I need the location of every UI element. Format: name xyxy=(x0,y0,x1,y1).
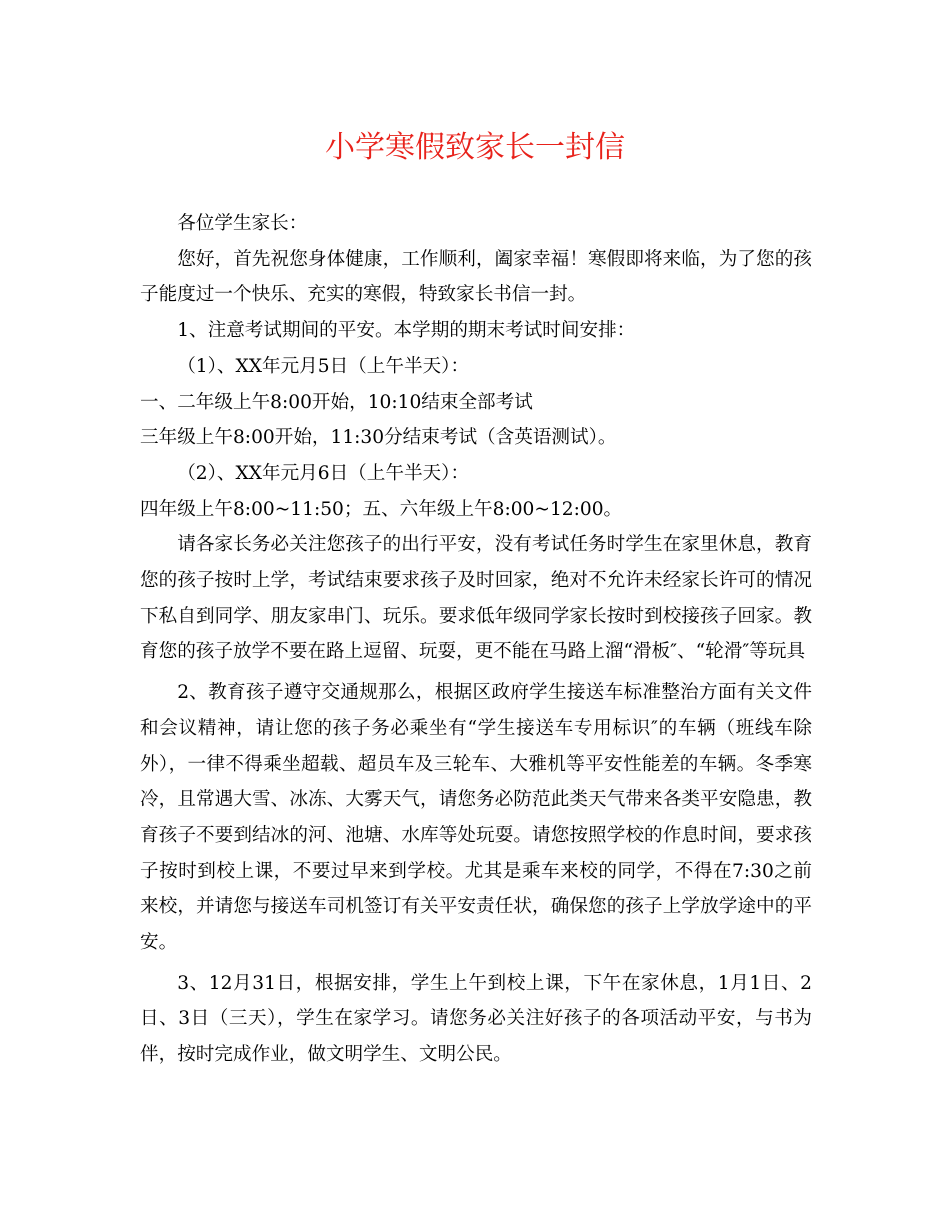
letter-body xyxy=(140,206,812,1073)
exam-day-1: （1）、XX年元月5日（上午半天）： xyxy=(177,355,470,377)
exam-day-2: （2）、XX年元月6日（上午半天）： xyxy=(177,462,470,484)
safety-paragraph: 请各家长务必关注您孩子的出行平安，没有考试任务时学生在家里休息，教育您的孩子按时上学，考试结束要求孩子及时回家，绝对不允许未经家长许可的情况下私自到同学、朋友家串门、玩乐。要求低年级同学家长按时到校接孩子回家。教育您的孩子放学不要在路上逗留、玩耍，更不能在马路上溜“滑板″、“轮滑″等玩具 xyxy=(140,534,812,663)
holiday-schedule-paragraph: 3、12月31日，根据安排，学生上午到校上课，下午在家休息，1月1日、2日、3日（三天），学生在家学习。请您务必关注好孩子的各项活动平安，与书为伴，按时完成作业，做文明学生、文明公民。 xyxy=(140,972,812,1066)
exam-schedule-grades-1-2: 一、二年级上午8:00开始，10:10结束全部考试 xyxy=(140,391,533,413)
section-1-heading: 1、注意考试期间的平安。本学期的期末考试时间安排： xyxy=(177,320,636,342)
greeting-paragraph: 您好，首先祝您身体健康，工作顺利，阖家幸福！寒假即将来临，为了您的孩子能度过一个快乐、充实的寒假，特致家长书信一封。 xyxy=(140,248,812,306)
salutation: 各位学生家长： xyxy=(177,213,308,234)
exam-schedule-grades-4-6: 四年级上午8:00~11:50；五、六年级上午8:00~12:00。 xyxy=(140,498,623,520)
exam-schedule-grade-3: 三年级上午8:00开始，11:30分结束考试（含英语测试）。 xyxy=(140,427,617,449)
document-title: 小学寒假致家长一封信 xyxy=(325,130,625,165)
traffic-rules-paragraph: 2、教育孩子遵守交通规那么，根据区政府学生接送车标准整治方面有关文件和会议精神，请让您的孩子务必乘坐有“学生接送车专用标识″的车辆（班线车除外），一律不得乘坐超载、超员车及三轮车、大雅机等平安性能差的车辆。冬季寒冷，且常遇大雪、冰冻、大雾天气，请您务必防范此类天气带来各类平安隐患，教育孩子不要到结冰的河、池塘、水库等处玩耍。请您按照学校的作息时间，要求孩子按时到校上课，不要过早来到学校。尤其是乘车来校的同学，不得在7:30之前来校，并请您与接送车司机签订有关平安责任状，确保您的孩子上学放学途中的平安。 xyxy=(140,682,812,954)
